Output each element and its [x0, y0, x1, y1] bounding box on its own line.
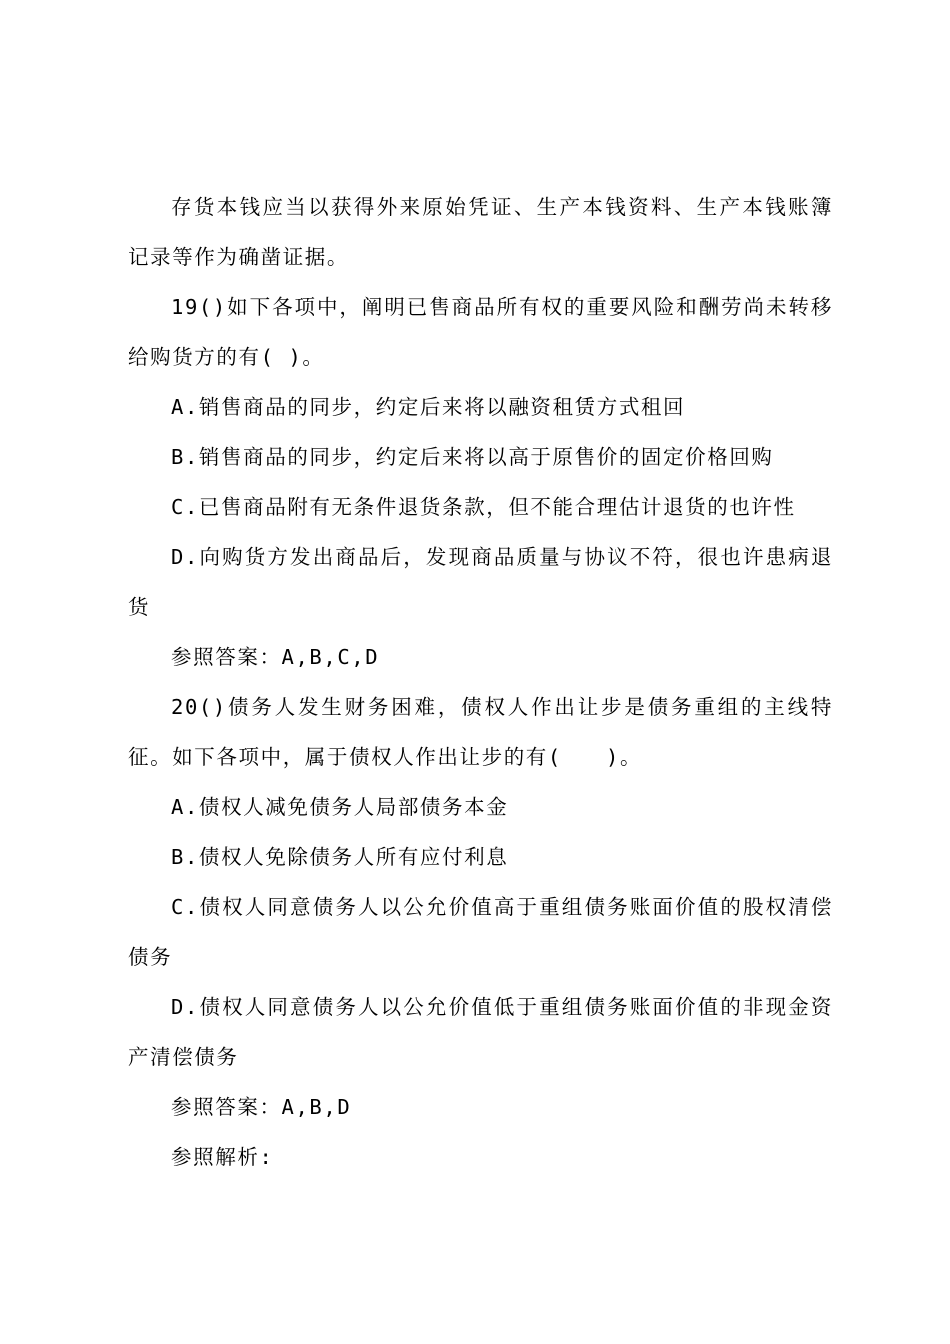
question-19-option-b: B.销售商品的同步，约定后来将以高于原售价的固定价格回购	[171, 445, 774, 469]
question-20-answer: 参照答案：A,B,D	[171, 1095, 352, 1119]
question-20-option-b: B.债权人免除债务人所有应付利息	[171, 845, 509, 869]
question-19-option-c: C.已售商品附有无条件退货条款，但不能合理估计退货的也许性	[171, 495, 796, 519]
document-page	[128, 182, 833, 1182]
question-20-option-d: D.债权人同意债务人以公允价值低于重组债务账面价值的非现金资产清偿债务	[128, 995, 833, 1069]
question-20-option-c: C.债权人同意债务人以公允价值高于重组债务账面价值的股权清偿债务	[128, 895, 833, 969]
paragraph-inventory-cost-evidence: 存货本钱应当以获得外来原始凭证、生产本钱资料、生产本钱账簿记录等作为确凿证据。	[128, 195, 833, 269]
question-19-option-a: A.销售商品的同步，约定后来将以融资租赁方式租回	[171, 395, 686, 419]
question-20-option-a: A.债权人减免债务人局部债务本金	[171, 795, 509, 819]
question-19-stem: 19()如下各项中，阐明已售商品所有权的重要风险和酬劳尚未转移给购货方的有( )。	[128, 295, 833, 369]
question-20-analysis-label: 参照解析:	[171, 1145, 274, 1169]
question-19-option-d: D.向购货方发出商品后，发现商品质量与协议不符，很也许患病退货	[128, 545, 833, 619]
question-19-answer: 参照答案：A,B,C,D	[171, 645, 380, 669]
question-20-stem: 20()债务人发生财务困难，债权人作出让步是债务重组的主线特征。如下各项中，属于债权人作出让步的有( )。	[128, 695, 833, 769]
